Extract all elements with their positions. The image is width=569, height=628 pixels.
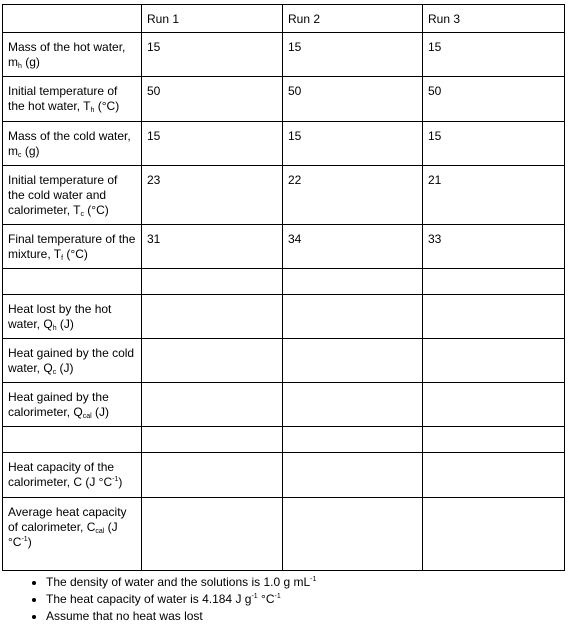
data-table [2,4,565,571]
table-row [3,166,565,225]
cell-run-3[interactable]: 33 [423,225,565,269]
cell-run-1[interactable] [142,295,283,339]
cell-run-2[interactable] [283,295,423,339]
cell-run-1[interactable] [142,498,283,571]
cell-run-3[interactable] [423,295,565,339]
cell-run-2[interactable] [283,427,423,453]
cell-run-1[interactable] [142,453,283,498]
row-label-subscript: c [18,152,22,159]
row-label-close: ) [118,475,123,489]
note-superscript: -1 [251,593,258,600]
cell-run-1[interactable] [142,383,283,427]
cell-run-3[interactable] [423,453,565,498]
row-label-text: Initial temperature of the cold water and calorimeter, T [8,173,118,217]
row-label-text: Average heat capacity of calorimeter, C [8,505,127,534]
row-label [3,225,142,269]
note-unit: °C [257,592,275,606]
header-run-3: Run 3 [423,5,565,33]
cell-run-2[interactable] [283,453,423,498]
cell-run-3[interactable]: 15 [423,122,565,166]
note-text: Assume that no heat was lost [46,609,203,623]
row-label-text: Heat gained by the cold water, Q [8,346,135,375]
header-row [3,5,565,33]
table-row [3,269,565,295]
cell-run-3[interactable] [423,498,565,571]
cell-run-2[interactable] [283,339,423,383]
row-label [3,427,142,453]
note-text: The density of water and the solutions is 1.0 g mL [46,575,311,589]
table-row [3,383,565,427]
row-label-unit: (J) [91,405,109,419]
row-label-unit: (J °C [8,520,118,549]
cell-run-1[interactable]: 31 [142,225,283,269]
table-row [3,122,565,166]
table-row [3,77,565,122]
note-item [46,608,316,625]
header-run-2: Run 2 [283,5,423,33]
cell-run-1[interactable]: 50 [142,77,283,122]
row-label-subscript: h [52,325,57,332]
row-label [3,77,142,122]
notes-list [0,574,316,625]
cell-run-1[interactable]: 23 [142,166,283,225]
note-superscript: -1 [310,576,317,583]
cell-run-2[interactable]: 22 [283,166,423,225]
row-label-unit: (°C) [94,99,120,113]
row-label [3,122,142,166]
cell-run-2[interactable] [283,269,423,295]
row-label-text: Mass of the hot water, m [8,40,126,69]
cell-run-2[interactable]: 15 [283,122,423,166]
row-label-subscript: cal [82,413,92,420]
cell-run-3[interactable]: 15 [423,33,565,77]
table-row [3,453,565,498]
cell-run-2[interactable]: 34 [283,225,423,269]
row-label [3,383,142,427]
header-empty-cell [3,5,142,33]
table-row [3,339,565,383]
row-label [3,453,142,498]
row-label-text: Heat lost by the hot water, Q [8,302,112,331]
note-superscript-2: -1 [274,593,281,600]
cell-run-3[interactable]: 50 [423,77,565,122]
table-row [3,33,565,77]
row-label-superscript: -1 [21,536,28,543]
cell-run-3[interactable]: 21 [423,166,565,225]
table-row [3,498,565,571]
row-label-subscript: h [18,63,22,70]
row-label-text: Mass of the cold water, m [8,129,131,158]
row-label-subscript: cal [95,528,105,535]
cell-run-1[interactable] [142,427,283,453]
cell-run-3[interactable] [423,339,565,383]
cell-run-2[interactable] [283,498,423,571]
cell-run-2[interactable] [283,383,423,427]
cell-run-3[interactable] [423,427,565,453]
cell-run-1[interactable]: 15 [142,122,283,166]
table-row [3,225,565,269]
row-label-text: Heat gained by the calorimeter, Q [8,390,109,419]
row-label [3,295,142,339]
header-run-1: Run 1 [142,5,283,33]
row-label-text: Initial temperature of the hot water, T [8,84,118,113]
row-label [3,33,142,77]
cell-run-2[interactable]: 50 [283,77,423,122]
table-row [3,295,565,339]
cell-run-2[interactable]: 15 [283,33,423,77]
note-text: The heat capacity of water is 4.184 J g [46,592,252,606]
cell-run-1[interactable]: 15 [142,33,283,77]
row-label [3,269,142,295]
cell-run-3[interactable] [423,383,565,427]
row-label-superscript: -1 [112,476,119,483]
note-item [46,591,316,608]
row-label-unit: (g) [21,144,40,158]
row-label [3,339,142,383]
row-label [3,166,142,225]
row-label-text: Heat capacity of the calorimeter, C (J °C [8,460,115,489]
row-label-subscript: f [61,255,64,262]
row-label-unit: (g) [21,55,40,69]
cell-run-1[interactable] [142,339,283,383]
row-label-subscript: c [80,211,84,218]
row-label-subscript: c [52,369,57,376]
note-item [46,574,316,591]
row-label [3,498,142,571]
row-label-subscript: h [90,107,95,114]
cell-run-1[interactable] [142,269,283,295]
table-row [3,427,565,453]
row-label-unit: (°C) [83,203,109,217]
row-label-text: Final temperature of the mixture, T [8,232,136,261]
row-label-unit: (°C) [63,247,88,261]
row-label-unit: (J) [56,317,74,331]
cell-run-3[interactable] [423,269,565,295]
row-label-close: ) [27,535,32,549]
row-label-unit: (J) [56,361,74,375]
